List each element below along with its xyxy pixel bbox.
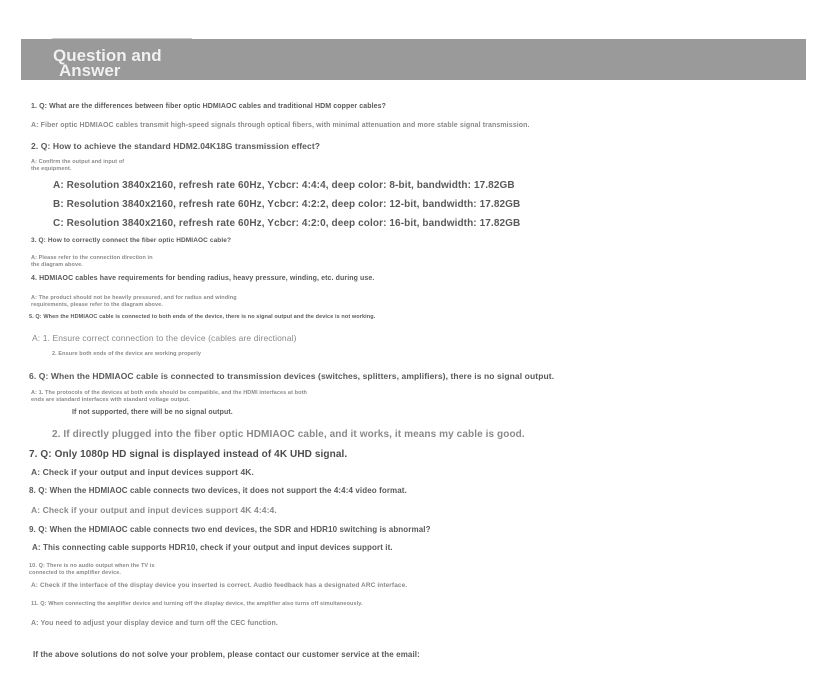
contact-note: If the above solutions do not solve your problem, please contact our customer service at the email: <box>33 650 420 659</box>
faq-question-6: 6. Q: When the HDMIAOC cable is connected to transmission devices (switches, splitters, amplifiers), there is no signal output. <box>29 371 555 381</box>
faq-answer-9: A: This connecting cable supports HDR10, check if your output and input devices support it. <box>32 543 393 552</box>
page-title-line-1: Question and <box>53 46 162 65</box>
faq-question-4: 4. HDMIAOC cables have requirements for bending radius, heavy pressure, winding, etc. during use. <box>31 275 375 282</box>
faq-question-9: 9. Q: When the HDMIAOC cable connects two end devices, the SDR and HDR10 switching is abnormal? <box>29 525 431 534</box>
faq-question-10: 10. Q: There is no audio output when the TV is connected to the amplifier device. <box>29 563 155 576</box>
faq-answer-1: A: Fiber optic HDMIAOC cables transmit high-speed signals through optical fibers, with minimal attenuation and more stable signal transmission. <box>31 122 530 129</box>
page-title <box>53 48 253 78</box>
faq-answer-7: A: Check if your output and input devices support 4K. <box>31 467 255 477</box>
faq-question-3: 3. Q: How to correctly connect the fiber optic HDMIAOC cable? <box>31 237 232 244</box>
faq-answer-6-step-1: A: 1. The protocols of the devices at both ends should be compatible, and the HDMI interfaces at both ends are standard interfaces with standard voltage output. <box>31 390 307 403</box>
faq-answer-5-step-2: 2. Ensure both ends of the device are working properly <box>52 351 202 357</box>
faq-answer-8: A: Check if your output and input devices support 4K 4:4:4. <box>31 505 277 515</box>
page-title-line-2: Answer <box>59 61 121 80</box>
faq-question-8: 8. Q: When the HDMIAOC cable connects two devices, it does not support the 4:4:4 video format. <box>29 486 407 495</box>
faq-answer-6-step-2: 2. If directly plugged into the fiber optic HDMIAOC cable, and it works, it means my cable is good. <box>52 429 525 440</box>
faq-question-7: 7. Q: Only 1080p HD signal is displayed instead of 4K UHD signal. <box>29 449 348 460</box>
faq-answer-11: A: You need to adjust your display device and turn off the CEC function. <box>31 620 278 627</box>
faq-answer-2: A: Confirm the output and input of the equipment. <box>31 159 125 172</box>
faq-option-a: A: Resolution 3840x2160, refresh rate 60Hz, Ycbcr: 4:4:4, deep color: 8-bit, bandwidth: 17.82GB <box>53 180 515 191</box>
faq-option-c: C: Resolution 3840x2160, refresh rate 60Hz, Ycbcr: 4:2:0, deep color: 16-bit, bandwidth: 17.82GB <box>53 218 521 229</box>
faq-question-1: 1. Q: What are the differences between fiber optic HDMIAOC cables and traditional HDM copper cables? <box>31 103 387 110</box>
faq-answer-10: A: Check if the interface of the display device you inserted is correct. Audio feedback has a designated ARC interface. <box>31 582 408 589</box>
faq-question-11: 11. Q: When connecting the amplifier device and turning off the display device, the amplifier also turns off simultaneously. <box>31 601 363 607</box>
faq-answer-3: A: Please refer to the connection direction in the diagram above. <box>31 255 153 268</box>
faq-question-5: 5. Q: When the HDMIAOC cable is connected to both ends of the device, there is no signal output and the device is not working. <box>29 314 376 320</box>
faq-answer-4: A: The product should not be heavily pressured, and for radius and winding requirements, please refer to the diagram above. <box>31 295 237 308</box>
faq-option-b: B: Resolution 3840x2160, refresh rate 60Hz, Ycbcr: 4:2:2, deep color: 12-bit, bandwidth: 17.82GB <box>53 199 521 210</box>
faq-question-2: 2. Q: How to achieve the standard HDM2.04K18G transmission effect? <box>31 141 321 151</box>
faq-answer-5-step-1: A: 1. Ensure correct connection to the device (cables are directional) <box>32 333 297 343</box>
faq-answer-6-note: If not supported, there will be no signal output. <box>72 409 233 416</box>
